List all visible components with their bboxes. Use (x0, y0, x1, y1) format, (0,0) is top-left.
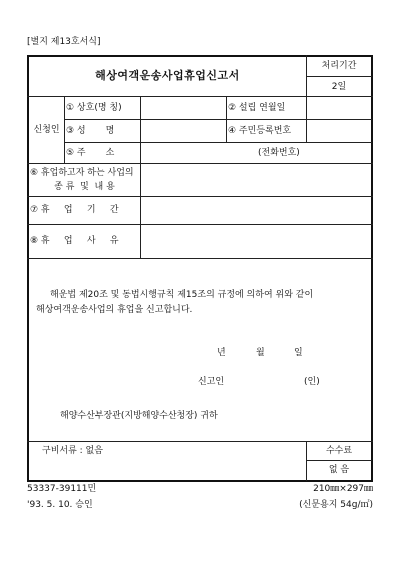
address-label: ⑤ 주 소 (66, 148, 115, 158)
suspension-reason-field[interactable] (141, 225, 371, 258)
footer-form-code: 53337-39111민 (27, 484, 97, 494)
applicant-label: 신청인 (33, 125, 60, 135)
establishment-date-field[interactable] (307, 97, 371, 119)
required-documents: 구비서류 : 없음 (42, 446, 103, 456)
statement-line2: 해상여객운송사업의 휴업을 신고합니다. (36, 305, 193, 315)
date-day: 일 (294, 348, 303, 358)
statement-line1: 해운법 제20조 및 동법시행규칙 제15조의 규정에 의하여 위와 같이 (50, 290, 314, 300)
phone-number-label: (전화번호) (258, 148, 300, 158)
footer-paper-size: 210㎜×297㎜ (313, 484, 373, 494)
establishment-date-label: ② 설립 연월일 (228, 103, 286, 113)
representative-name-label: ③ 성 명 (66, 126, 115, 136)
representative-name-field[interactable] (141, 120, 225, 142)
suspension-period-label: ⑦ 휴 업 기 간 (30, 205, 119, 215)
processing-period-label: 처리기간 (321, 61, 357, 71)
fee-value: 없 음 (328, 465, 350, 475)
form-title: 해상여객운송사업휴업신고서 (95, 69, 240, 82)
form-number: [별지 제13호서식] (27, 37, 101, 47)
seal-mark: (인) (304, 377, 320, 387)
applicant-signature-label: 신고인 (198, 377, 225, 387)
company-name-label: ① 상호(명 칭) (66, 103, 122, 113)
address-field[interactable] (141, 143, 256, 163)
resident-number-label: ④ 주민등록번호 (228, 126, 292, 136)
business-type-field[interactable] (141, 164, 371, 196)
suspension-period-field[interactable] (141, 197, 371, 224)
footer-paper-type: (신문용지 54g/㎡) (299, 500, 373, 510)
date-year: 년 (217, 348, 226, 358)
business-type-label-line1: ⑥ 휴업하고자 하는 사업의 (30, 168, 134, 178)
footer-approval-date: '93. 5. 10. 승인 (27, 500, 93, 510)
suspension-reason-label: ⑧ 휴 업 사 유 (30, 236, 119, 246)
fee-label: 수수료 (325, 446, 353, 456)
addressee: 해양수산부장관(지방해양수산청장) 귀하 (60, 411, 218, 421)
company-name-field[interactable] (141, 97, 225, 119)
date-month: 월 (256, 348, 265, 358)
resident-number-field[interactable] (307, 120, 371, 142)
business-type-label-line2: 종 류 및 내 용 (54, 182, 115, 192)
processing-period-value: 2일 (331, 82, 347, 92)
